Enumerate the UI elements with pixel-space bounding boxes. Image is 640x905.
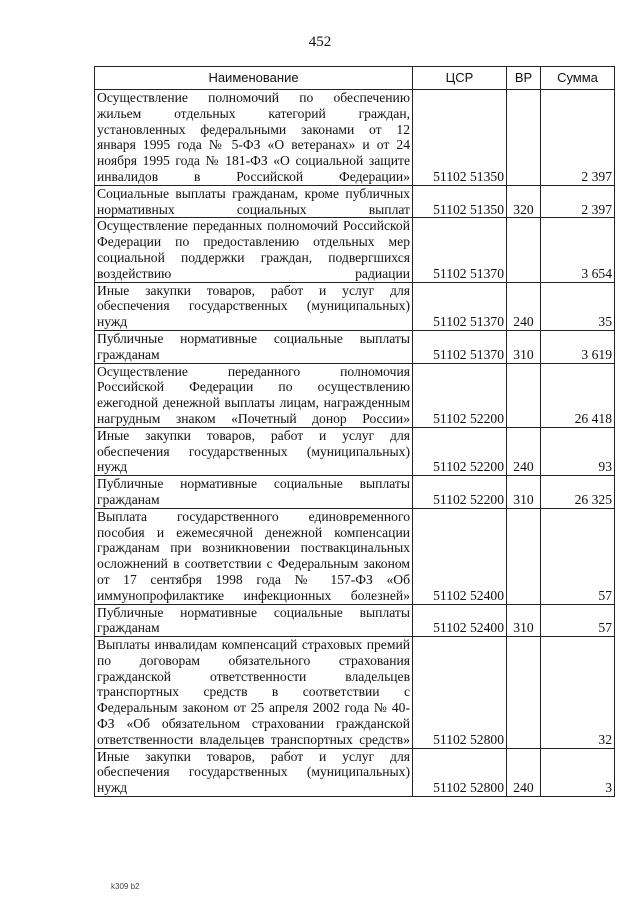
table-row bbox=[95, 330, 615, 363]
cell-csr: 51102 51350 bbox=[413, 90, 507, 186]
cell-sum: 93 bbox=[541, 427, 615, 475]
cell-vr bbox=[507, 637, 541, 749]
cell-csr: 51102 52800 bbox=[413, 637, 507, 749]
table-row bbox=[95, 363, 615, 427]
cell-sum: 32 bbox=[541, 637, 615, 749]
page-number: 452 bbox=[308, 34, 332, 50]
table-row bbox=[95, 637, 615, 749]
cell-csr: 51102 52400 bbox=[413, 604, 507, 637]
table-row bbox=[95, 604, 615, 637]
header-vr: ВР bbox=[507, 67, 541, 90]
table-row bbox=[95, 748, 615, 796]
cell-name: Иные закупки товаров, работ и услуг для обеспечения государственных (муниципальных) нужд bbox=[95, 748, 413, 796]
cell-csr: 51102 52800 bbox=[413, 748, 507, 796]
cell-name: Публичные нормативные социальные выплаты гражданам bbox=[95, 604, 413, 637]
cell-sum: 3 bbox=[541, 748, 615, 796]
cell-csr: 51102 51370 bbox=[413, 330, 507, 363]
cell-name: Публичные нормативные социальные выплаты гражданам bbox=[95, 476, 413, 509]
cell-vr: 310 bbox=[507, 604, 541, 637]
cell-vr: 240 bbox=[507, 427, 541, 475]
cell-vr bbox=[507, 363, 541, 427]
cell-vr: 240 bbox=[507, 748, 541, 796]
cell-name: Выплата государственного единовременного пособия и ежемесячной денежной компенсации гражданам при возникновении поствакцинальных осложнений в соответствии с Федеральным законом от 17 сентября 1998 года № 157-ФЗ «Об иммунопрофилактике инфекционных болезней» bbox=[95, 508, 413, 604]
cell-vr: 240 bbox=[507, 282, 541, 330]
cell-csr: 51102 52400 bbox=[413, 508, 507, 604]
cell-csr: 51102 52200 bbox=[413, 476, 507, 509]
cell-vr bbox=[507, 90, 541, 186]
cell-sum: 3 619 bbox=[541, 330, 615, 363]
cell-vr bbox=[507, 218, 541, 282]
table-header-row bbox=[95, 67, 615, 90]
cell-vr bbox=[507, 508, 541, 604]
cell-name: Социальные выплаты гражданам, кроме публичных нормативных социальных выплат bbox=[95, 185, 413, 218]
cell-vr: 320 bbox=[507, 185, 541, 218]
footer-code: k309 b2 bbox=[111, 882, 140, 891]
header-sum: Сумма bbox=[541, 67, 615, 90]
cell-name: Осуществление переданного полномочия Российской Федерации по осуществлению ежегодной денежной выплаты лицам, награжденным нагрудным знаком «Почетный донор России» bbox=[95, 363, 413, 427]
table-row bbox=[95, 90, 615, 186]
cell-vr: 310 bbox=[507, 476, 541, 509]
budget-table bbox=[94, 66, 615, 797]
cell-name: Осуществление полномочий по обеспечению жильем отдельных категорий граждан, установленных федеральными законами от 12 января 1995 года № 5-ФЗ «О ветеранах» и от 24 ноября 1995 года № 181-ФЗ «О социальной защите инвалидов в Российской Федерации» bbox=[95, 90, 413, 186]
cell-name: Осуществление переданных полномочий Российской Федерации по предоставлению отдельных мер социальной поддержки граждан, подвергшихся воздействию радиации bbox=[95, 218, 413, 282]
cell-name: Иные закупки товаров, работ и услуг для обеспечения государственных (муниципальных) нужд bbox=[95, 282, 413, 330]
cell-name: Публичные нормативные социальные выплаты гражданам bbox=[95, 330, 413, 363]
cell-vr: 310 bbox=[507, 330, 541, 363]
table-row bbox=[95, 282, 615, 330]
cell-sum: 26 418 bbox=[541, 363, 615, 427]
table-row bbox=[95, 508, 615, 604]
table-row bbox=[95, 476, 615, 509]
cell-sum: 2 397 bbox=[541, 90, 615, 186]
table-row bbox=[95, 218, 615, 282]
header-csr: ЦСР bbox=[413, 67, 507, 90]
header-name: Наименование bbox=[95, 67, 413, 90]
cell-name: Выплаты инвалидам компенсаций страховых премий по договорам обязательного страхования гражданской ответственности владельцев транспортных средств в соответствии с Федеральным законом от 25 апреля 2002 года № 40-ФЗ «Об обязательном страховании гражданской ответственности владельцев транспортных средств» bbox=[95, 637, 413, 749]
cell-sum: 26 325 bbox=[541, 476, 615, 509]
cell-csr: 51102 51370 bbox=[413, 282, 507, 330]
cell-sum: 35 bbox=[541, 282, 615, 330]
cell-csr: 51102 51370 bbox=[413, 218, 507, 282]
cell-sum: 57 bbox=[541, 604, 615, 637]
table-row bbox=[95, 185, 615, 218]
cell-name: Иные закупки товаров, работ и услуг для обеспечения государственных (муниципальных) нужд bbox=[95, 427, 413, 475]
table-row bbox=[95, 427, 615, 475]
cell-sum: 3 654 bbox=[541, 218, 615, 282]
cell-sum: 2 397 bbox=[541, 185, 615, 218]
cell-csr: 51102 52200 bbox=[413, 427, 507, 475]
cell-sum: 57 bbox=[541, 508, 615, 604]
cell-csr: 51102 52200 bbox=[413, 363, 507, 427]
cell-csr: 51102 51350 bbox=[413, 185, 507, 218]
